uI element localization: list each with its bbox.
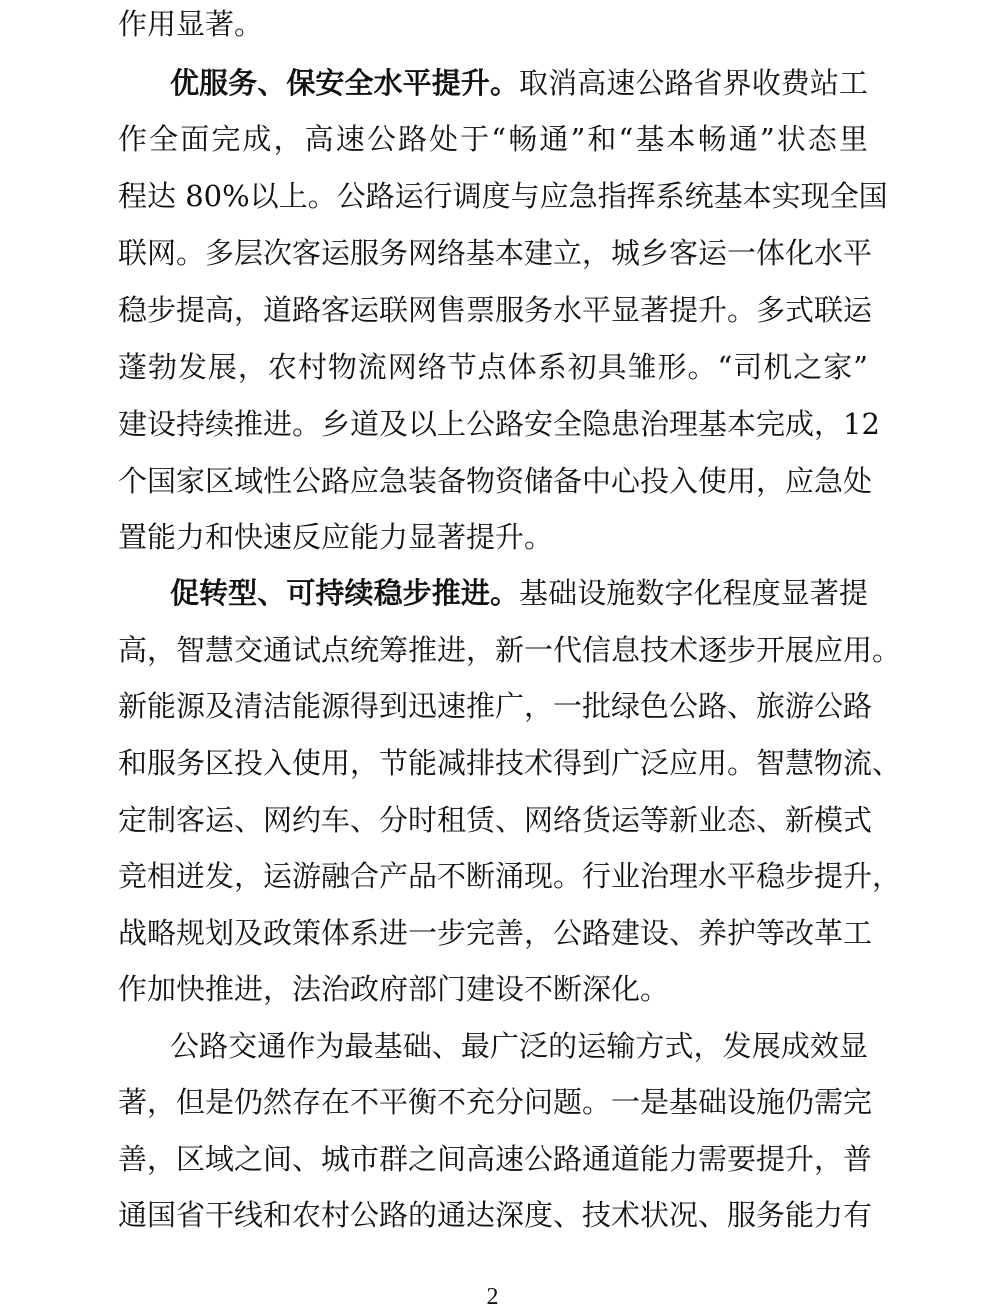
paragraph-heading-line: 优服务、保安全水平提升。取消高速公路省界收费站工: [170, 66, 868, 100]
page-number: 2: [486, 1284, 499, 1310]
text-line: 建设持续推进。乡道及以上公路安全隐患治理基本完成，12: [118, 407, 880, 441]
paragraph-lead: 优服务、保安全水平提升。: [170, 66, 520, 100]
text-line: 程达 80%以上。公路运行调度与应急指挥系统基本实现全国: [118, 179, 888, 213]
text-line: 作用显著。: [118, 7, 264, 41]
paragraph-lead: 促转型、可持续稳步推进。: [170, 576, 520, 610]
text-line: 战略规划及政策体系进一步完善，公路建设、养护等改革工: [118, 916, 873, 950]
text-line: 高，智慧交通试点统筹推进，新一代信息技术逐步开展应用。: [118, 633, 902, 667]
text-line: 蓬勃发展，农村物流网络节点体系初具雏形。“司机之家”: [118, 350, 868, 384]
text-line: 和服务区投入使用，节能减排技术得到广泛应用。智慧物流、: [118, 746, 902, 780]
paragraph-first-line: 公路交通作为最基础、最广泛的运输方式，发展成效显: [170, 1029, 868, 1063]
text-line: 通国省干线和农村公路的通达深度、技术状况、服务能力有: [118, 1198, 873, 1232]
text-line: 作全面完成，高速公路处于“畅通”和“基本畅通”状态里: [118, 122, 868, 156]
text-line: 新能源及清洁能源得到迅速推广，一批绿色公路、旅游公路: [118, 689, 873, 723]
text-line: 作加快推进，法治政府部门建设不断深化。: [118, 972, 670, 1006]
text-line: 联网。多层次客运服务网络基本建立，城乡客运一体化水平: [118, 236, 873, 270]
text-line: 稳步提高，道路客运联网售票服务水平显著提升。多式联运: [118, 293, 873, 327]
paragraph-heading-line: 促转型、可持续稳步推进。基础设施数字化程度显著提: [170, 576, 868, 610]
text-line: 置能力和快速反应能力显著提升。: [118, 520, 554, 554]
text-line: 著，但是仍然存在不平衡不充分问题。一是基础设施仍需完: [118, 1085, 873, 1119]
text-line: 个国家区域性公路应急装备物资储备中心投入使用，应急处: [118, 464, 873, 498]
text-line: 定制客运、网约车、分时租赁、网络货运等新业态、新模式: [118, 803, 873, 837]
text-line: 善，区域之间、城市群之间高速公路通道能力需要提升，普: [118, 1142, 873, 1176]
text-line: 竞相迸发，运游融合产品不断涌现。行业治理水平稳步提升，: [118, 859, 902, 893]
